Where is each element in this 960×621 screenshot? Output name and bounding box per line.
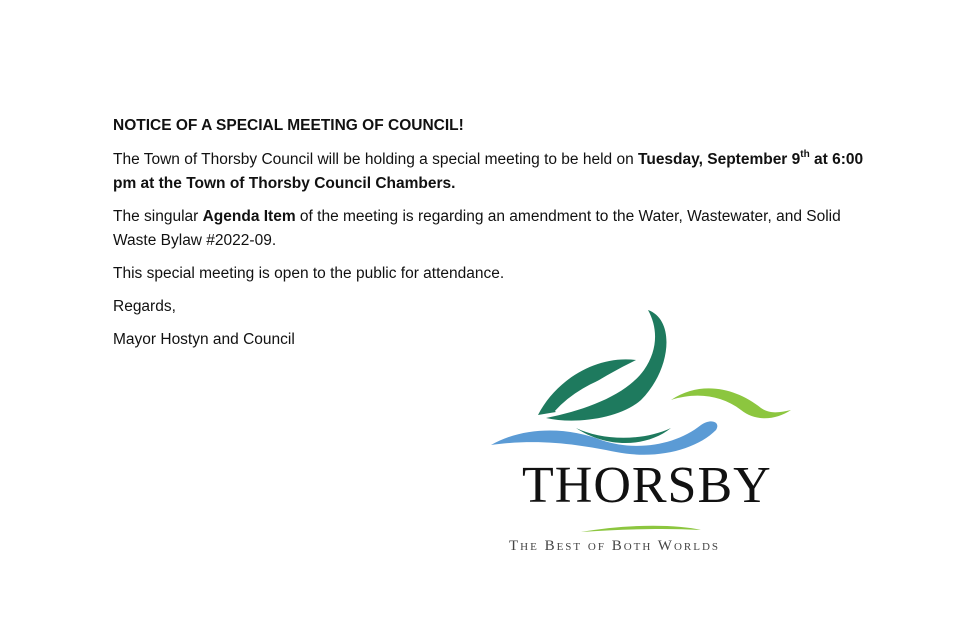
meeting-time-location-text: at 6:00 pm at the Town of Thorsby Council Chambers.	[113, 151, 864, 192]
logo-underline-graphic	[486, 520, 796, 540]
green-underline-shape	[581, 526, 701, 532]
logo-wordmark: THORSBY	[522, 457, 772, 514]
meeting-intro-text: The Town of Thorsby Council will be holding a special meeting to be held on	[113, 151, 639, 168]
notice-heading: NOTICE OF A SPECIAL MEETING OF COUNCIL!	[113, 117, 464, 134]
notice-paragraph-agenda	[113, 205, 873, 253]
thorsby-logo	[486, 300, 796, 565]
notice-paragraph-meeting	[113, 148, 873, 196]
notice-paragraph-public: This special meeting is open to the public for attendance.	[113, 265, 505, 282]
agenda-intro-text: The singular	[113, 208, 203, 225]
date-ordinal-suffix: th	[800, 148, 810, 160]
agenda-detail-text: of the meeting is regarding an amendment to the Water, Wastewater, and Solid Waste Bylaw #2022-09.	[113, 208, 841, 249]
thorsby-logo-graphic	[486, 300, 796, 460]
agenda-item-text: Agenda Item	[202, 208, 296, 225]
green-wave-shape	[671, 388, 791, 418]
meeting-date-text: Tuesday, September 9	[638, 151, 801, 168]
signature-text: Mayor Hostyn and Council	[113, 331, 295, 348]
logo-tagline: The Best of Both Worlds	[509, 538, 721, 554]
closing-text: Regards,	[113, 298, 176, 315]
